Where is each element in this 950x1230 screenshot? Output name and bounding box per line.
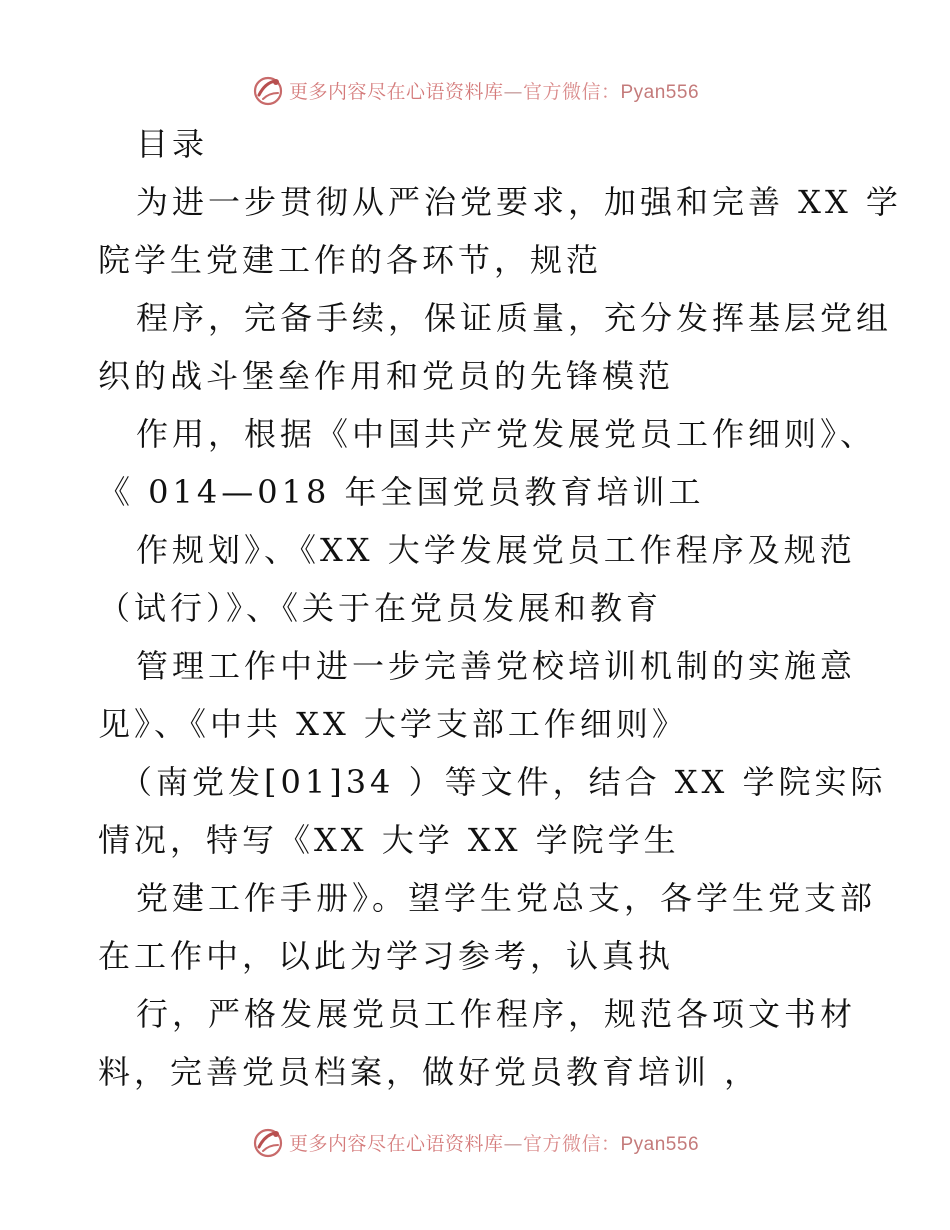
watermark-brand: 更多内容尽在心语资料库 [288,1132,504,1155]
watermark-official: 官方微信： [522,80,621,103]
watermark-text [289,1129,699,1156]
footer-watermark [0,1120,950,1164]
watermark-separator: — [503,1132,523,1155]
text-line: 织的战斗堡垒作用和党员的先锋模范 [98,357,675,395]
header-watermark [0,68,950,112]
text-line: 作用，根据《中国共产党发展党员工作细则》、 [136,415,877,453]
text-line: 料，完善党员档案，做好党员教育培训 ， [98,1053,761,1091]
watermark-text [289,77,699,104]
watermark-official: 官方微信： [522,1132,621,1155]
watermark-separator: — [503,80,523,103]
text-line: 见》、《中共 XX 大学支部工作细则》 [98,705,688,743]
watermark-account: Pyan556 [620,81,700,103]
text-line: （南党发[01]34 ）等文件，结合 XX 学院实际 [120,763,887,801]
text-line: 院学生党建工作的各环节，规范 [98,241,603,279]
text-line: 行，严格发展党员工作程序，规范各项文书材 [136,995,857,1033]
text-line: 管理工作中进一步完善党校培训机制的实施意 [136,647,857,685]
document-heading: 目录 [136,125,209,163]
text-line: （试行）》、《关于在党员发展和教育 [98,589,663,627]
watermark-brand: 更多内容尽在心语资料库 [288,80,504,103]
text-line: 《 014—018 年全国党员教育培训工 [98,473,705,511]
text-line: 情况，特写《XX 大学 XX 学院学生 [98,821,680,859]
text-line: 程序，完备手续，保证质量，充分发挥基层党组 [136,299,893,337]
logo-icon [251,1125,285,1159]
text-line: 党建工作手册》。望学生党总支，各学生党支部 [136,879,877,917]
logo-icon [251,73,285,107]
text-line: 作规划》、《XX 大学发展党员工作程序及规范 [136,531,856,569]
text-line: 为进一步贯彻从严治党要求，加强和完善 XX 学 [136,183,902,221]
watermark-account: Pyan556 [620,1133,700,1155]
text-line: 在工作中，以此为学习参考，认真执 [98,937,675,975]
